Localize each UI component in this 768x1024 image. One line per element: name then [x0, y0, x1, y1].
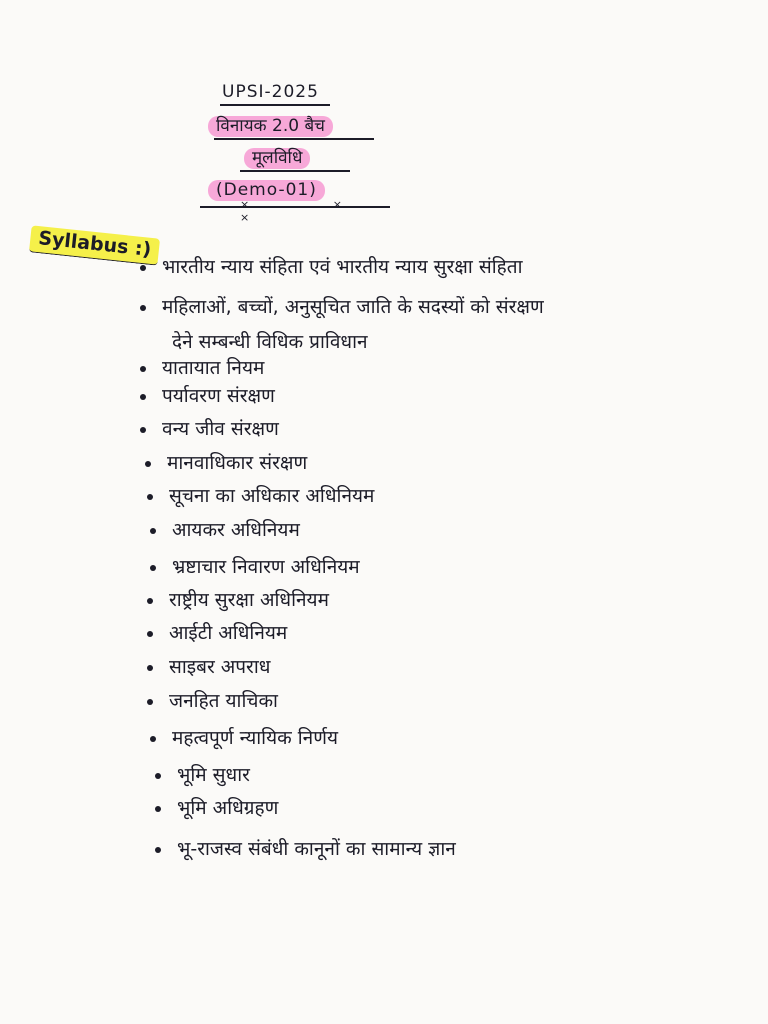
item-label: जनहित याचिका: [169, 690, 278, 712]
list-item: [145, 452, 307, 475]
list-item: [147, 690, 278, 713]
bullet-icon: [150, 528, 156, 534]
item-label: आईटी अधिनियम: [169, 622, 288, 644]
list-item: [140, 357, 264, 380]
bullet-icon: [140, 394, 146, 400]
item-continuation: देने सम्बन्धी विधिक प्राविधान: [172, 331, 368, 353]
list-item: [150, 519, 300, 542]
bullet-icon: [140, 305, 146, 311]
item-label: भ्रष्टाचार निवारण अधिनियम: [172, 556, 360, 578]
item-label: साइबर अपराध: [169, 656, 271, 678]
bullet-icon: [150, 736, 156, 742]
bullet-icon: [140, 366, 146, 372]
bullet-icon: [155, 806, 161, 812]
subject-title: मूलविधि: [244, 148, 310, 169]
list-item: [140, 385, 275, 408]
item-label: भूमि अधिग्रहण: [177, 797, 279, 819]
list-item: [140, 296, 544, 319]
item-label: वन्य जीव संरक्षण: [162, 418, 279, 440]
underline: [214, 138, 374, 140]
list-item: [155, 838, 456, 861]
session-title: (Demo-01): [208, 180, 325, 201]
list-item: [147, 656, 270, 679]
bullet-icon: [147, 494, 153, 500]
syllabus-heading: Syllabus :): [29, 225, 160, 265]
bullet-icon: [140, 427, 146, 433]
exam-title: UPSI-2025: [222, 82, 319, 102]
list-item: [147, 485, 374, 508]
list-item: [155, 797, 278, 820]
bullet-icon: [155, 847, 161, 853]
list-item: [147, 589, 329, 612]
decorative-crosses: × × ×: [240, 198, 382, 224]
item-label: आयकर अधिनियम: [172, 519, 300, 541]
item-label: महत्वपूर्ण न्यायिक निर्णय: [172, 727, 338, 749]
bullet-icon: [147, 665, 153, 671]
bullet-icon: [145, 461, 151, 467]
list-item: [150, 727, 338, 750]
underline: [220, 104, 330, 106]
item-label: महिलाओं, बच्चों, अनुसूचित जाति के सदस्यों को संरक्षण: [162, 296, 544, 318]
list-item: [147, 622, 287, 645]
list-item: [140, 256, 523, 279]
list-item: [150, 556, 360, 579]
bullet-icon: [147, 598, 153, 604]
list-item: [155, 764, 250, 787]
batch-title: विनायक 2.0 बैच: [208, 116, 333, 137]
item-label: मानवाधिकार संरक्षण: [167, 452, 308, 474]
list-item: [140, 418, 279, 441]
bullet-icon: [155, 773, 161, 779]
underline: [240, 170, 350, 172]
item-label: राष्ट्रीय सुरक्षा अधिनियम: [169, 589, 329, 611]
item-label: भूमि सुधार: [177, 764, 250, 786]
item-label: सूचना का अधिकार अधिनियम: [169, 485, 375, 507]
item-label: यातायात नियम: [162, 357, 265, 379]
bullet-icon: [140, 265, 146, 271]
item-label: भू-राजस्व संबंधी कानूनों का सामान्य ज्ञान: [177, 838, 456, 860]
bullet-icon: [147, 631, 153, 637]
item-label: पर्यावरण संरक्षण: [162, 385, 275, 407]
bullet-icon: [147, 699, 153, 705]
bullet-icon: [150, 565, 156, 571]
item-label: भारतीय न्याय संहिता एवं भारतीय न्याय सुरक्षा संहिता: [162, 256, 523, 278]
